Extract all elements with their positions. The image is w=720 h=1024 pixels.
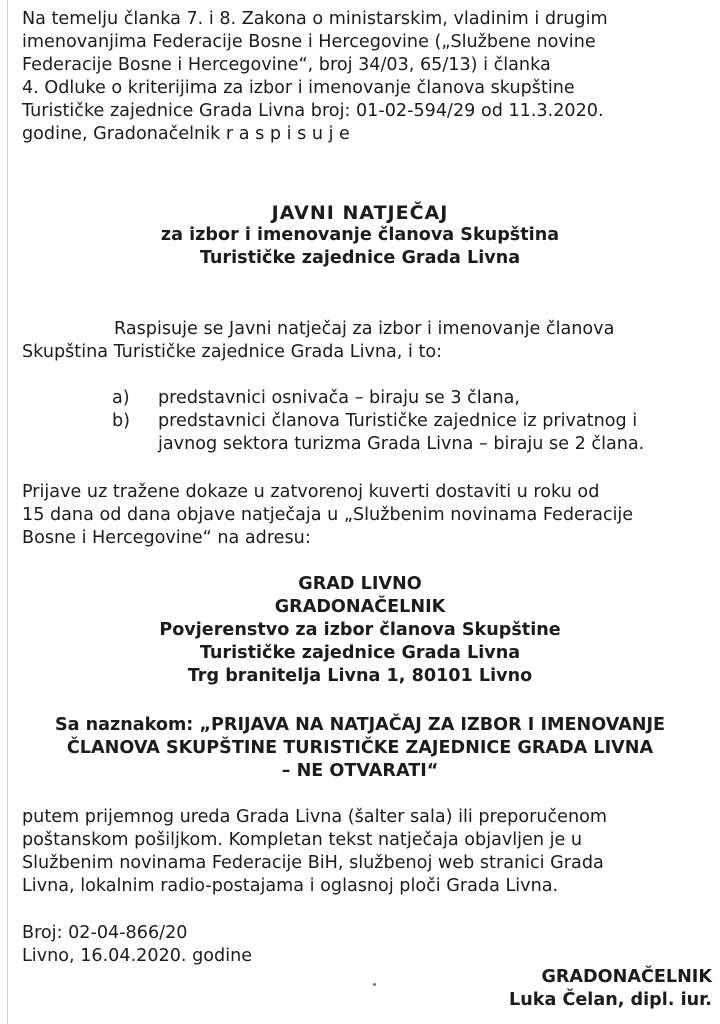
document-title: JAVNI NATJEČAJ	[271, 202, 449, 224]
address-line: Turističke zajednice Grada Livna	[199, 643, 521, 663]
delivery-line: poštanskom pošiljkom. Kompletan tekst natječaja objavljen je u	[22, 830, 583, 850]
list-item	[112, 387, 712, 410]
submission-line: Bosne i Hercegovine“ na adresu:	[22, 528, 311, 548]
subtitle-line: za izbor i imenovanje članova Skupština	[160, 225, 560, 245]
address-line: GRADONAČELNIK	[274, 597, 446, 617]
signature-title: GRADONAČELNIK	[541, 967, 712, 987]
reference-block	[22, 922, 702, 968]
address-block	[0, 573, 720, 688]
delivery-line: putem prijemnog ureda Grada Livna (šalter sala) ili preporučenom	[22, 807, 608, 827]
signature-name: Luka Čelan, dipl. iur.	[509, 990, 712, 1010]
list-item	[112, 410, 712, 456]
reference-number: Broj: 02-04-866/20	[22, 923, 188, 943]
delivery-line: Livna, lokalnim radio-postajama i oglasnoj ploči Grada Livna.	[22, 876, 559, 896]
list-marker: b)	[112, 411, 131, 431]
intro-paragraph	[22, 8, 702, 146]
intro-line: Federacije Bosne i Hercegovine“, broj 34/03, 65/13) i članka	[22, 55, 551, 75]
address-line: GRAD LIVNO	[298, 574, 422, 594]
submission-line: Prijave uz tražene dokaze u zatvorenoj kuverti dostaviti u roku od	[22, 482, 600, 502]
subtitle-line: Turističke zajednice Grada Livna	[199, 248, 521, 268]
address-line: Trg branitelja Livna 1, 80101 Livno	[187, 666, 533, 686]
marking-line: Sa naznakom: „PRIJAVA NA NATJAČAJ ZA IZBOR I IMENOVANJE	[54, 715, 666, 735]
intro-line: Na temelju članka 7. i 8. Zakona o ministarskim, vladinim i drugim	[22, 9, 608, 29]
delivery-line: Službenim novinama Federacije BiH, službenoj web stranici Grada	[22, 853, 604, 873]
lead-line: Skupština Turističke zajednice Grada Livna, i to:	[22, 342, 443, 362]
submission-line: 15 dana od dana objave natječaja u „Službenim novinama Federacije	[22, 505, 634, 525]
list-line: predstavnici članova Turističke zajednice iz privatnog i	[158, 411, 638, 431]
print-speck	[373, 983, 376, 986]
lead-line: Raspisuje se Javni natječaj za izbor i imenovanje članova	[114, 319, 615, 339]
list-text	[158, 410, 712, 456]
signature-block	[509, 966, 712, 1012]
intro-line: imenovanjima Federacije Bosne i Hercegovine („Službene novine	[22, 32, 596, 52]
member-list	[112, 387, 712, 456]
marking-line: – NE OTVARATI“	[281, 761, 439, 781]
list-line: javnog sektora turizma Grada Livna – biraju se 2 člana.	[158, 434, 645, 454]
list-marker: a)	[112, 388, 130, 408]
reference-date: Livno, 16.04.2020. godine	[22, 946, 253, 966]
document-subtitle	[0, 224, 720, 270]
intro-line: Turističke zajednice Grada Livna broj: 01-02-594/29 od 11.3.2020.	[22, 101, 604, 121]
address-line: Povjerenstvo za izbor članova Skupštine	[159, 620, 561, 640]
list-text	[158, 387, 712, 410]
marking-line: ČLANOVA SKUPŠTINE TURISTIČKE ZAJEDNICE GRADA LIVNA	[66, 738, 654, 758]
delivery-paragraph	[22, 806, 702, 898]
list-line: predstavnici osnivača – biraju se 3 člana,	[158, 388, 520, 408]
intro-line: 4. Odluke o kriterijima za izbor i imenovanje članova skupštine	[22, 78, 575, 98]
lead-paragraph	[22, 318, 702, 364]
submission-paragraph	[22, 481, 702, 550]
intro-line: godine, Gradonačelnik r a s p i s u j e	[22, 124, 350, 144]
envelope-marking	[0, 714, 720, 783]
